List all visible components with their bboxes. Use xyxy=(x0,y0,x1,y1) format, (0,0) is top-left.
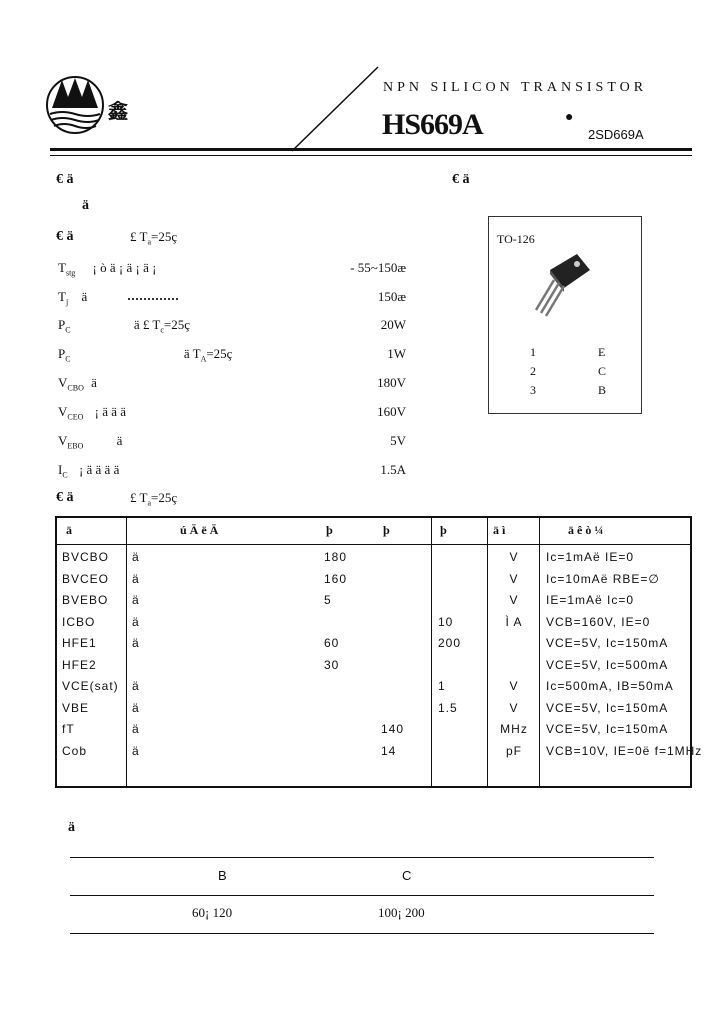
ratings-heading: € ä xyxy=(56,229,74,244)
dotted-leader xyxy=(128,298,178,300)
subtitle: NPN SILICON TRANSISTOR xyxy=(383,80,648,95)
table-divider xyxy=(126,516,127,788)
table-cell-cond: VCE=5V, Ic=500mA xyxy=(546,657,669,672)
table-cell-unit: Ì A xyxy=(505,614,523,629)
company-logo xyxy=(44,70,106,140)
table-cell-mark: ä xyxy=(132,743,140,758)
table-cell-mark: ä xyxy=(132,636,140,650)
logo-mark: 鑫 xyxy=(108,101,128,123)
table-cell-cond: VCB=10V, IE=0ë f=1MHz xyxy=(546,743,703,758)
table-cell-mark: ä xyxy=(132,571,140,586)
table-cell-mark: ä xyxy=(132,700,140,715)
table-cell-unit: V xyxy=(509,571,519,586)
table-cell-min: 180 xyxy=(324,550,348,564)
rating-row: $T_{stg}$ ¡ ò ä ¡ ä ¡ ä ¡ xyxy=(58,260,157,278)
table-cell-cond: Ic=10mAë RBE=∅ xyxy=(546,571,660,586)
part-mark: ● xyxy=(565,110,574,125)
table-header: þ xyxy=(440,523,447,537)
table-cell-max: 200 xyxy=(438,636,462,650)
table-cell-cond: Ic=500mA, IB=50mA xyxy=(546,679,674,693)
table-cell-cond: VCE=5V, Ic=150mA xyxy=(546,700,669,715)
class-range: 100¡ 200 xyxy=(378,905,425,920)
table-cell-max: 1 xyxy=(438,679,446,693)
table-cell-unit: MHz xyxy=(500,722,528,736)
rating-value: 1.5A xyxy=(380,462,406,477)
table-cell-unit: V xyxy=(509,679,519,693)
table-cell-min: 30 xyxy=(324,657,340,672)
table-cell-param: ICBO xyxy=(62,614,96,629)
table-cell-param: fT xyxy=(62,722,75,736)
table-cell-unit: V xyxy=(509,593,519,607)
rating-row: $P_C$ ä $T_A=25ç$ xyxy=(58,346,233,364)
features-subheading: ä xyxy=(82,198,89,213)
classification-heading: ä xyxy=(68,820,75,835)
table-cell-cond: Ic=1mAë IE=0 xyxy=(546,550,635,564)
table-cell-typ: 140 xyxy=(381,722,405,736)
classification-rule xyxy=(70,857,654,858)
table-cell-param: BVEBO xyxy=(62,593,109,607)
table-header: þ xyxy=(326,523,333,537)
table-cell-mark: ä xyxy=(132,614,140,629)
rating-row: $P_C$ ä £ $T_c=25ç$ xyxy=(58,317,190,335)
table-cell-cond: IE=1mAë Ic=0 xyxy=(546,593,635,607)
table-header: ú Ä ë Ä xyxy=(180,523,219,537)
pin-number: 2 xyxy=(530,364,536,378)
rating-row: $V_{CEO}$ ¡ ä ä ä xyxy=(58,404,127,422)
equivalent-part: 2SD669A xyxy=(588,127,644,142)
table-cell-mark: ä xyxy=(132,722,140,736)
class-header: B xyxy=(218,868,227,883)
table-cell-mark: ä xyxy=(132,550,140,564)
table-cell-max: 10 xyxy=(438,614,454,629)
table-cell-unit: pF xyxy=(505,743,522,758)
rating-value: 180V xyxy=(377,375,406,390)
table-cell-max: 1.5 xyxy=(438,700,458,715)
pin-name: E xyxy=(598,345,606,359)
applications-heading: € ä xyxy=(452,172,470,187)
transistor-package-image xyxy=(522,252,597,317)
table-cell-mark: ä xyxy=(132,679,140,693)
rating-value: 150æ xyxy=(377,289,406,304)
header-rule-thick xyxy=(50,148,692,151)
class-header: C xyxy=(402,868,412,883)
table-cell-param: BVCEO xyxy=(62,571,110,586)
table-divider xyxy=(539,516,540,788)
header-divider-line xyxy=(290,65,380,155)
pin-number: 3 xyxy=(530,383,536,397)
table-cell-mark: ä xyxy=(132,593,140,607)
table-header: þ xyxy=(383,523,390,537)
table-header: ä ê ò ¼ xyxy=(568,523,604,537)
features-heading: € ä xyxy=(56,172,74,187)
table-cell-param: BVCBO xyxy=(62,550,110,564)
table-header-rule xyxy=(55,544,692,545)
classification-rule xyxy=(70,933,654,934)
rating-value: 160V xyxy=(377,404,406,419)
table-divider xyxy=(487,516,488,788)
table-cell-min: 160 xyxy=(324,571,348,586)
table-cell-unit: V xyxy=(509,700,519,715)
table-cell-param: VCE(sat) xyxy=(62,679,119,693)
table-cell-param: Cob xyxy=(62,743,88,758)
rating-row: $V_{CBO}$ ä xyxy=(58,375,97,393)
electrical-heading: € ä xyxy=(56,490,74,505)
electrical-condition: £ $T_a=25ç$ xyxy=(130,490,178,508)
rating-value: 5V xyxy=(390,433,406,448)
table-cell-cond: VCB=160V, IE=0 xyxy=(546,614,651,629)
pin-name: C xyxy=(598,364,607,378)
class-range: 60¡ 120 xyxy=(192,905,233,920)
rating-value: - 55~150æ xyxy=(350,260,406,275)
table-cell-typ: 14 xyxy=(381,743,397,758)
pin-name: B xyxy=(598,383,607,397)
ratings-condition: £ $T_a=25ç$ xyxy=(130,229,178,247)
table-cell-min: 5 xyxy=(324,593,332,607)
classification-rule xyxy=(70,895,654,896)
rating-row: $I_C$ ¡ ä ä ä ä xyxy=(58,462,120,480)
table-cell-min: 60 xyxy=(324,636,340,650)
rating-value: 1W xyxy=(387,346,406,361)
table-cell-cond: VCE=5V, Ic=150mA xyxy=(546,722,669,736)
header-rule-thin xyxy=(50,155,692,156)
table-header: ä xyxy=(66,523,72,537)
table-cell-param: VBE xyxy=(62,700,90,715)
part-number: HS669A xyxy=(382,108,483,141)
table-header: ä ì xyxy=(493,523,506,537)
table-divider xyxy=(431,516,432,788)
table-cell-param: HFE2 xyxy=(62,657,97,672)
table-cell-param: HFE1 xyxy=(62,636,97,650)
table-cell-cond: VCE=5V, Ic=150mA xyxy=(546,636,669,650)
table-cell-unit: V xyxy=(509,550,519,564)
rating-value: 20W xyxy=(380,317,406,332)
rating-row: $V_{EBO}$ ä xyxy=(58,433,123,451)
rating-row: $T_j$ ä xyxy=(58,289,88,307)
pin-number: 1 xyxy=(530,345,536,359)
package-title: TO-126 xyxy=(497,232,535,246)
